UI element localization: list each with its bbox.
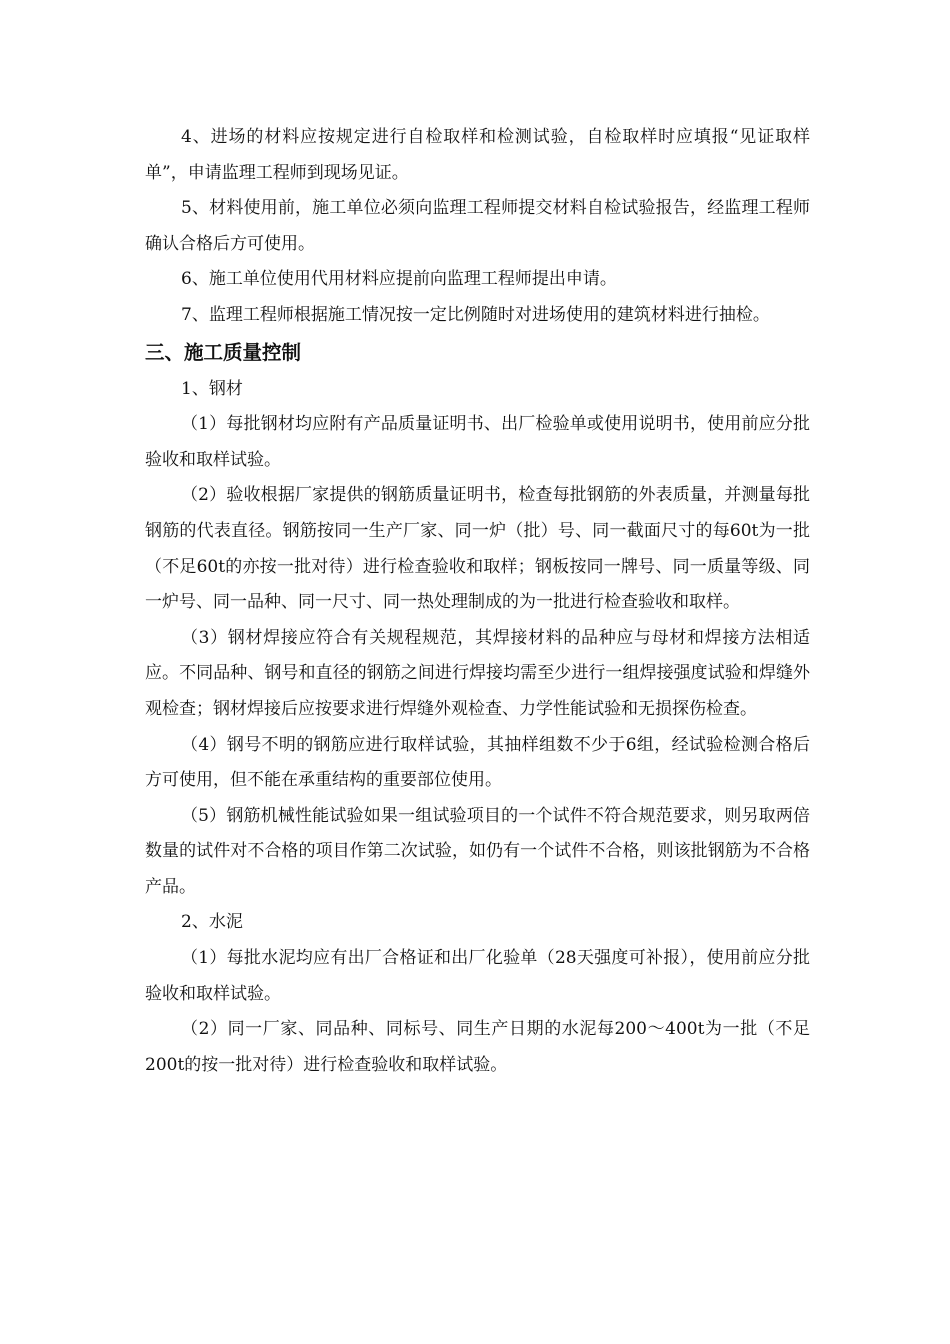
paragraph-item-7: 7、监理工程师根据施工情况按一定比例随时对进场使用的建筑材料进行抽检。 bbox=[181, 304, 770, 325]
steel-item-2: （2）验收根据厂家提供的钢筋质量证明书，检查每批钢筋的外表质量，并测量每批钢筋的代表直径。钢筋按同一生产厂家、同一炉（批）号、同一截面尺寸的每60t为一批（不足60t的亦按一批对待）进行检查验收和取样；钢板按同一牌号、同一质量等级、同一炉号、同一品种、同一尺寸、同一热处理制成的为一批进行检查验收和取样。 bbox=[145, 485, 810, 613]
subsection-title-steel: 1、钢材 bbox=[181, 378, 243, 399]
section-heading: 三、施工质量控制 bbox=[145, 340, 302, 364]
subsection-title-cement: 2、水泥 bbox=[181, 912, 243, 933]
steel-item-5: （5）钢筋机械性能试验如果一组试验项目的一个试件不符合规范要求，则另取两倍数量的试件对不合格的项目作第二次试验，如仍有一个试件不合格，则该批钢筋为不合格产品。 bbox=[145, 805, 810, 897]
paragraph-item-6: 6、施工单位使用代用材料应提前向监理工程师提出申请。 bbox=[181, 269, 617, 290]
steel-item-4: （4）钢号不明的钢筋应进行取样试验，其抽样组数不少于6组，经试验检测合格后方可使用，但不能在承重结构的重要部位使用。 bbox=[145, 734, 810, 791]
steel-item-3: （3）钢材焊接应符合有关规程规范，其焊接材料的品种应与母材和焊接方法相适应。不同品种、钢号和直径的钢筋之间进行焊接均需至少进行一组焊接强度试验和焊缝外观检查；钢材焊接后应按要求进行焊缝外观检查、力学性能试验和无损探伤检查。 bbox=[145, 627, 810, 719]
cement-item-2: （2）同一厂家、同品种、同标号、同生产日期的水泥每200～400t为一批（不足200t的按一批对待）进行检查验收和取样试验。 bbox=[145, 1019, 810, 1075]
document-page bbox=[145, 120, 810, 1083]
paragraph-item-5: 5、材料使用前，施工单位必须向监理工程师提交材料自检试验报告，经监理工程师确认合格后方可使用。 bbox=[145, 198, 810, 254]
steel-item-1: （1）每批钢材均应附有产品质量证明书、出厂检验单或使用说明书，使用前应分批验收和取样试验。 bbox=[145, 414, 810, 470]
cement-item-1: （1）每批水泥均应有出厂合格证和出厂化验单（28天强度可补报），使用前应分批验收和取样试验。 bbox=[145, 948, 810, 1004]
paragraph-item-4: 4、进场的材料应按规定进行自检取样和检测试验，自检取样时应填报“见证取样单”，申请监理工程师到现场见证。 bbox=[145, 127, 810, 183]
